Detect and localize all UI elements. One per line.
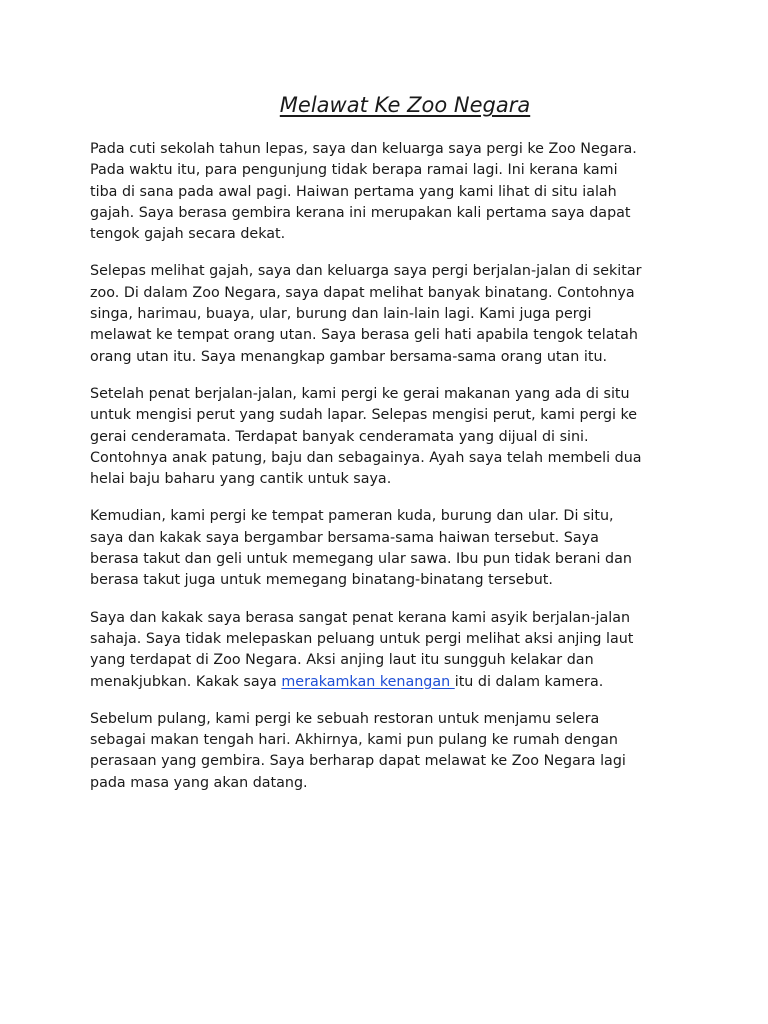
- text-line: Saya dan kakak saya berasa sangat penat kerana kami asyik berjalan-jalan: [90, 609, 631, 626]
- text-line: perasaan yang gembira. Saya berharap dapat melawat ke Zoo Negara lagi: [90, 753, 626, 770]
- text-line: sebagai makan tengah hari. Akhirnya, kami pun pulang ke rumah dengan: [90, 732, 618, 749]
- text-line: berasa takut dan geli untuk memegang ular sawa. Ibu pun tidak berani dan: [90, 551, 632, 568]
- text-line: melawat ke tempat orang utan. Saya berasa geli hati apabila tengok telatah: [90, 327, 638, 344]
- text-line: Setelah penat berjalan-jalan, kami pergi ke gerai makanan yang ada di situ: [90, 385, 630, 402]
- text-line: untuk mengisi perut yang sudah lapar. Selepas mengisi perut, kami pergi ke: [90, 407, 638, 424]
- paragraph-6: [90, 709, 680, 794]
- text-line: yang terdapat di Zoo Negara. Aksi anjing laut itu sungguh kelakar dan: [90, 652, 594, 669]
- text-line: tiba di sana pada awal pagi. Haiwan pertama yang kami lihat di situ ialah: [90, 183, 617, 200]
- text-line: zoo. Di dalam Zoo Negara, saya dapat melihat banyak binatang. Contohnya: [90, 284, 635, 301]
- text-line: gajah. Saya berasa gembira kerana ini merupakan kali pertama saya dapat: [90, 204, 631, 221]
- text-segment: menakjubkan. Kakak saya: [90, 673, 282, 690]
- text-line: helai baju baharu yang cantik untuk saya.: [90, 471, 392, 488]
- text-line: pada masa yang akan datang.: [90, 774, 308, 791]
- paragraph-4: [90, 506, 680, 591]
- document-body: [90, 139, 680, 810]
- document-title: Melawat Ke Zoo Negara: [279, 93, 531, 117]
- text-line: berasa takut juga untuk memegang binatang-binatang tersebut.: [90, 572, 553, 589]
- paragraph-1: [90, 139, 680, 245]
- paragraph-5: [90, 608, 680, 693]
- text-line: sahaja. Saya tidak melepaskan peluang untuk pergi melihat aksi anjing laut: [90, 630, 634, 647]
- text-line: [90, 672, 680, 693]
- text-line: Pada cuti sekolah tahun lepas, saya dan keluarga saya pergi ke Zoo Negara.: [90, 141, 637, 157]
- text-line: gerai cenderamata. Terdapat banyak cenderamata yang dijual di sini.: [90, 428, 589, 445]
- paragraph-3: [90, 384, 680, 490]
- text-line: orang utan itu. Saya menangkap gambar bersama-sama orang utan itu.: [90, 348, 608, 365]
- paragraph-2: [90, 261, 680, 367]
- text-line: Sebelum pulang, kami pergi ke sebuah restoran untuk menjamu selera: [90, 710, 600, 727]
- text-line: singa, harimau, buaya, ular, burung dan lain-lain lagi. Kami juga pergi: [90, 306, 592, 323]
- text-line: saya dan kakak saya bergambar bersama-sama haiwan tersebut. Saya: [90, 529, 599, 546]
- text-line: Pada waktu itu, para pengunjung tidak berapa ramai lagi. Ini kerana kami: [90, 162, 618, 179]
- text-segment: itu di dalam kamera.: [454, 673, 604, 690]
- text-line: Kemudian, kami pergi ke tempat pameran kuda, burung dan ular. Di situ,: [90, 508, 614, 525]
- text-line: Contohnya anak patung, baju dan sebagainya. Ayah saya telah membeli dua: [90, 449, 642, 466]
- text-line: Selepas melihat gajah, saya dan keluarga saya pergi berjalan-jalan di sekitar: [90, 263, 642, 280]
- text-line: tengok gajah secara dekat.: [90, 226, 286, 243]
- merakamkan-kenangan-link[interactable]: merakamkan kenangan: [281, 673, 455, 690]
